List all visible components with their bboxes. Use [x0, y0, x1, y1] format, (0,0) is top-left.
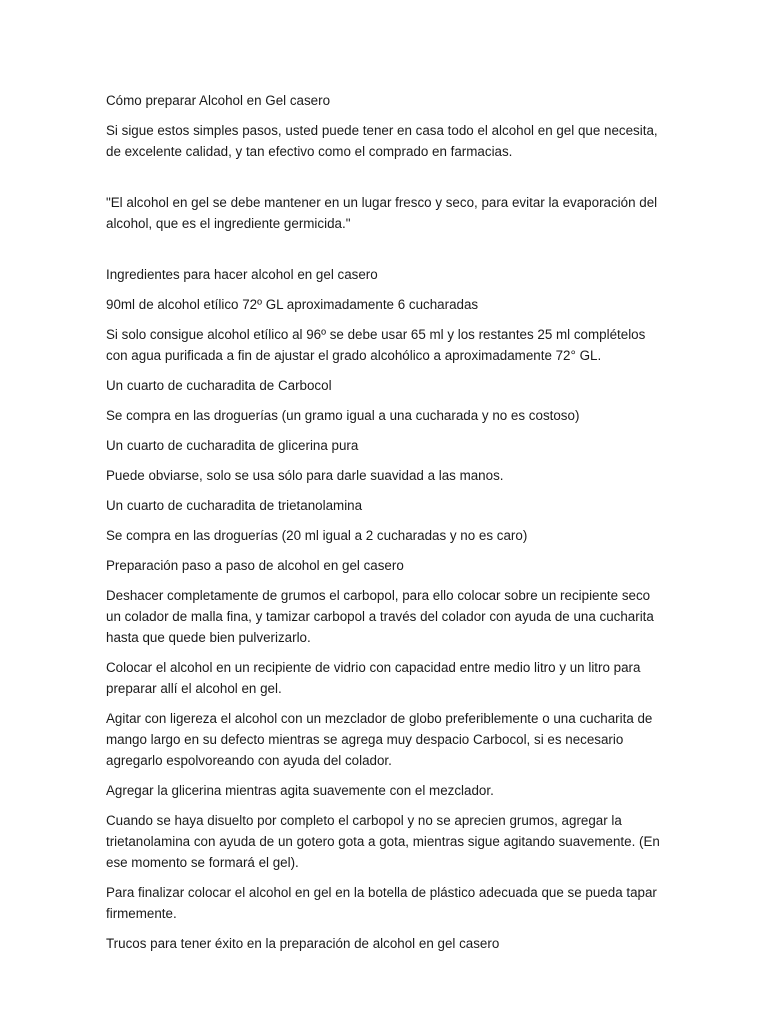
ingredient-alcohol: 90ml de alcohol etílico 72º GL aproximadamente 6 cucharadas: [106, 297, 479, 312]
ingredient-carbocol: Un cuarto de cucharadita de Carbocol: [106, 378, 332, 393]
step-paragraph: Colocar el alcohol en un recipiente de vidrio con capacidad entre medio litro y un litro para preparar allí el alcohol en gel.: [106, 660, 641, 696]
ingredients-heading: Ingredientes para hacer alcohol en gel casero: [106, 267, 378, 282]
tips-heading: Trucos para tener éxito en la preparación de alcohol en gel casero: [106, 936, 500, 951]
document-title: Cómo preparar Alcohol en Gel casero: [106, 93, 331, 108]
ingredient-triethanolamine-note: Se compra en las droguerías (20 ml igual a 2 cucharadas y no es caro): [106, 528, 528, 543]
step-paragraph: Cuando se haya disuelto por completo el carbopol y no se aprecien grumos, agregar la trietanolamina con ayuda de un gotero gota a gota, mientras sigue agitando suavemente. (En ese momento se formará el gel).: [106, 813, 660, 870]
ingredient-carbocol-note: Se compra en las droguerías (un gramo igual a una cucharada y no es costoso): [106, 408, 580, 423]
quote-paragraph: "El alcohol en gel se debe mantener en un lugar fresco y seco, para evitar la evaporación del alcohol, que es el ingrediente germicida.": [106, 195, 658, 231]
document-body: [106, 90, 666, 963]
ingredient-triethanolamine: Un cuarto de cucharadita de trietanolamina: [106, 498, 363, 513]
ingredient-glycerin: Un cuarto de cucharadita de glicerina pura: [106, 438, 359, 453]
ingredient-glycerin-note: Puede obviarse, solo se usa sólo para darle suavidad a las manos.: [106, 468, 504, 483]
intro-paragraph: Si sigue estos simples pasos, usted puede tener en casa todo el alcohol en gel que necesita, de excelente calidad, y tan efectivo como el comprado en farmacias.: [106, 123, 658, 159]
preparation-heading: Preparación paso a paso de alcohol en gel casero: [106, 558, 404, 573]
step-paragraph: Deshacer completamente de grumos el carbopol, para ello colocar sobre un recipiente seco un colador de malla fina, y tamizar carbopol a través del colador con ayuda de una cucharita hasta que quede bien pulverizarlo.: [106, 588, 654, 645]
step-paragraph: Agitar con ligereza el alcohol con un mezclador de globo preferiblemente o una cucharita de mango largo en su defecto mientras se agrega muy despacio Carbocol, si es necesario agregarlo espolvoreando con ayuda del colador.: [106, 711, 653, 768]
ingredient-alcohol-note: Si solo consigue alcohol etílico al 96º se debe usar 65 ml y los restantes 25 ml complételos con agua purificada a fin de ajustar el grado alcohólico a aproximadamente 72° GL.: [106, 327, 646, 363]
step-paragraph: Agregar la glicerina mientras agita suavemente con el mezclador.: [106, 783, 494, 798]
step-paragraph: Para finalizar colocar el alcohol en gel en la botella de plástico adecuada que se pueda tapar firmemente.: [106, 885, 657, 921]
